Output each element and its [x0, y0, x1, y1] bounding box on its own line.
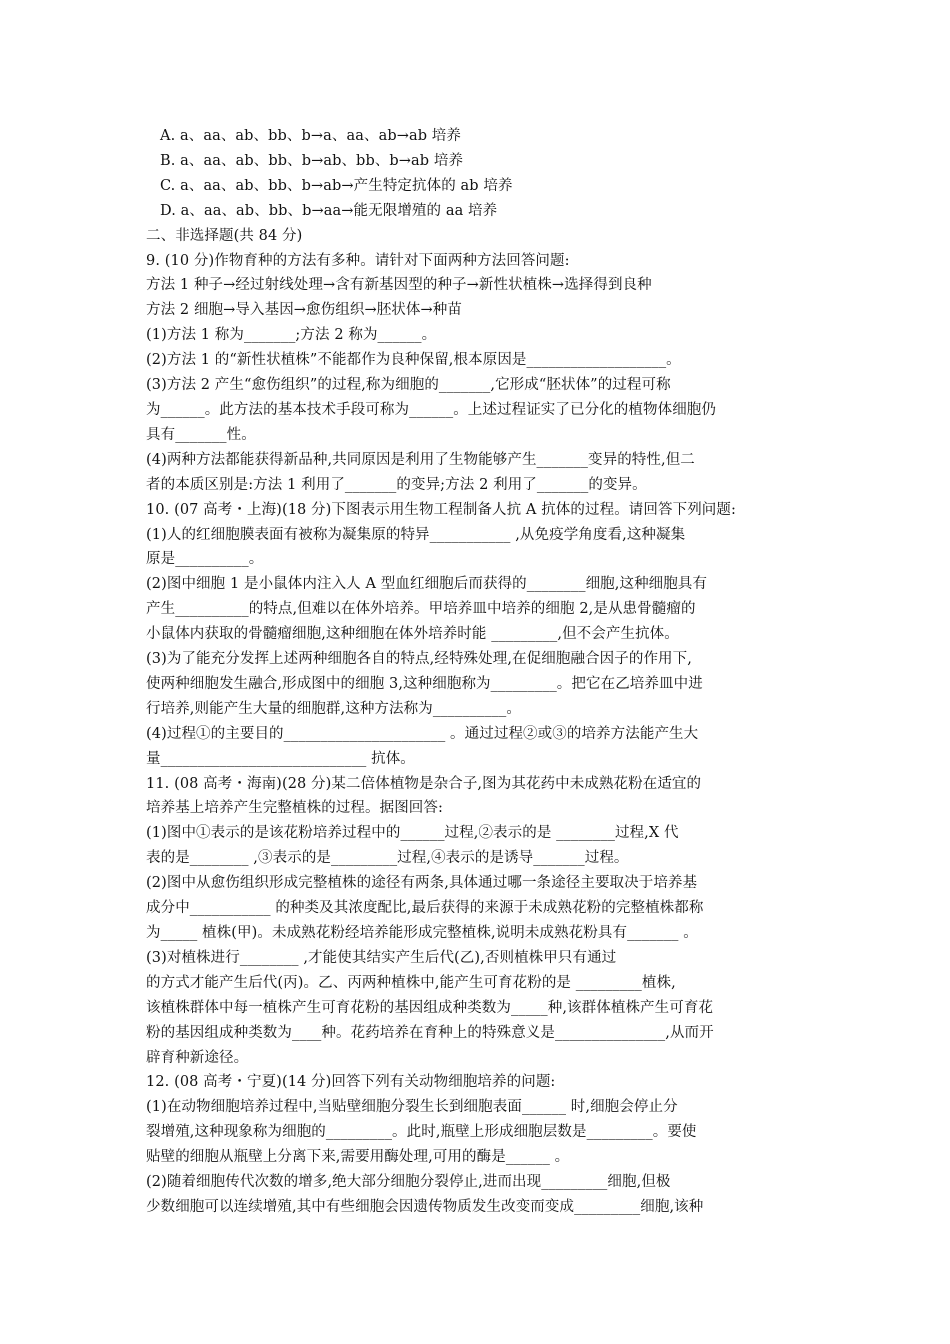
option-b: B. a、aa、ab、bb、b→ab、bb、b→ab 培养 — [160, 152, 464, 169]
text-line: (2)图中从愈伤组织形成完整植株的途径有两条,具体通过哪一条途径主要取决于培养基 — [146, 875, 698, 892]
text-line: 少数细胞可以连续增殖,其中有些细胞会因遗传物质发生改变而变成_________细胞,该种 — [146, 1198, 704, 1215]
section-title: 二、非选择题(共 84 分) — [146, 227, 303, 244]
text-line: 培养基上培养产生完整植株的过程。据图回答: — [146, 800, 443, 817]
text-line: 该植株群体中每一植株产生可育花粉的基因组成种类数为_____种,该群体植株产生可育花 — [146, 999, 714, 1016]
text-line: (3)为了能充分发挥上述两种细胞各自的特点,经特殊处理,在促细胞融合因子的作用下, — [146, 651, 692, 668]
text-line: (2)图中细胞 1 是小鼠体内注入人 A 型血红细胞后而获得的________细胞,这种细胞具有 — [146, 576, 708, 593]
text-line: 11. (08 高考・海南)(28 分)某二倍体植物是杂合子,图为其花药中未成熟花粉在适宜的 — [146, 775, 702, 792]
text-line: (2)随着细胞传代次数的增多,绝大部分细胞分裂停止,进而出现_________细胞,但极 — [146, 1174, 671, 1191]
text-line: (4)过程①的主要目的______________________ 。通过过程②或③的培养方法能产生大 — [146, 725, 699, 742]
text-line: 原是__________。 — [146, 551, 264, 568]
question-body — [146, 249, 818, 1220]
text-line: 12. (08 高考・宁夏)(14 分)回答下列有关动物细胞培养的问题: — [146, 1074, 556, 1091]
text-line: 方法 1 种子→经过射线处理→含有新基因型的种子→新性状植株→选择得到良种 — [146, 277, 652, 294]
text-line: 为______。此方法的基本技术手段可称为______。上述过程证实了已分化的植物体细胞仍 — [146, 401, 716, 418]
text-line: 量____________________________ 抗体。 — [146, 750, 415, 767]
text-line: 产生__________的特点,但难以在体外培养。甲培养皿中培养的细胞 2,是从患骨髓瘤的 — [146, 601, 696, 618]
text-line: (1)图中①表示的是该花粉培养过程中的______过程,②表示的是 ________过程,X 代 — [146, 825, 679, 842]
text-line: 辟育种新途径。 — [146, 1049, 249, 1066]
text-line: 为_____ 植株(甲)。未成熟花粉经培养能形成完整植株,说明未成熟花粉具有_______ 。 — [146, 925, 698, 941]
text-line: 的方式才能产生后代(丙)。乙、丙两种植株中,能产生可育花粉的是 _________植株, — [146, 974, 676, 991]
text-line: 粉的基因组成种类数为____种。花药培养在育种上的特殊意义是_______________,从而开 — [146, 1024, 714, 1041]
text-line: 方法 2 细胞→导入基因→愈伤组织→胚状体→种苗 — [146, 302, 462, 319]
text-line: (4)两种方法都能获得新品种,共同原因是利用了生物能够产生_______变异的特性,但二 — [146, 451, 695, 468]
text-line: (1)人的红细胞膜表面有被称为凝集原的特异___________ ,从免疫学角度看,这种凝集 — [146, 526, 686, 543]
text-line: 10. (07 高考・上海)(18 分)下图表示用生物工程制备人抗 A 抗体的过程。请回答下列问题: — [146, 501, 736, 518]
text-line: (3)方法 2 产生“愈伤组织”的过程,称为细胞的_______,它形成“胚状体”的过程可称 — [146, 377, 671, 394]
option-d: D. a、aa、ab、bb、b→aa→能无限增殖的 aa 培养 — [160, 202, 498, 219]
text-line: 者的本质区别是:方法 1 利用了_______的变异;方法 2 利用了_______的变异。 — [146, 476, 647, 493]
text-line: (1)方法 1 称为_______;方法 2 称为______。 — [146, 327, 437, 344]
text-line: (3)对植株进行________ ,才能使其结实产生后代(乙),否则植株甲只有通过 — [146, 949, 617, 966]
text-line: 具有_______性。 — [146, 426, 256, 443]
text-line: 贴壁的细胞从瓶壁上分离下来,需要用酶处理,可用的酶是______ 。 — [146, 1149, 570, 1166]
text-line: 行培养,则能产生大量的细胞群,这种方法称为__________。 — [146, 700, 521, 717]
option-c: C. a、aa、ab、bb、b→ab→产生特定抗体的 ab 培养 — [160, 177, 513, 194]
text-line: 成分中___________ 的种类及其浓度配比,最后获得的来源于未成熟花粉的完整植株都称 — [146, 900, 704, 917]
text-line: (1)在动物细胞培养过程中,当贴壁细胞分裂生长到细胞表面______ 时,细胞会停止分 — [146, 1099, 678, 1116]
text-line: 裂增殖,这种现象称为细胞的_________。此时,瓶壁上形成细胞层数是_________。要使 — [146, 1124, 697, 1141]
text-line: 9. (10 分)作物育种的方法有多种。请针对下面两种方法回答问题: — [146, 252, 570, 269]
option-a: A. a、aa、ab、bb、b→a、aa、ab→ab 培养 — [160, 128, 461, 144]
text-line: 使两种细胞发生融合,形成图中的细胞 3,这种细胞称为_________。把它在乙培养皿中进 — [146, 675, 703, 692]
text-line: (2)方法 1 的“新性状植株”不能都作为良种保留,根本原因是___________________。 — [146, 352, 681, 369]
document-page — [146, 124, 818, 1220]
text-line: 表的是________ ,③表示的是_________过程,④表示的是诱导_______过程。 — [146, 850, 629, 867]
text-line: 小鼠体内获取的骨髓瘤细胞,这种细胞在体外培养时能 _________,但不会产生抗体。 — [146, 626, 679, 643]
